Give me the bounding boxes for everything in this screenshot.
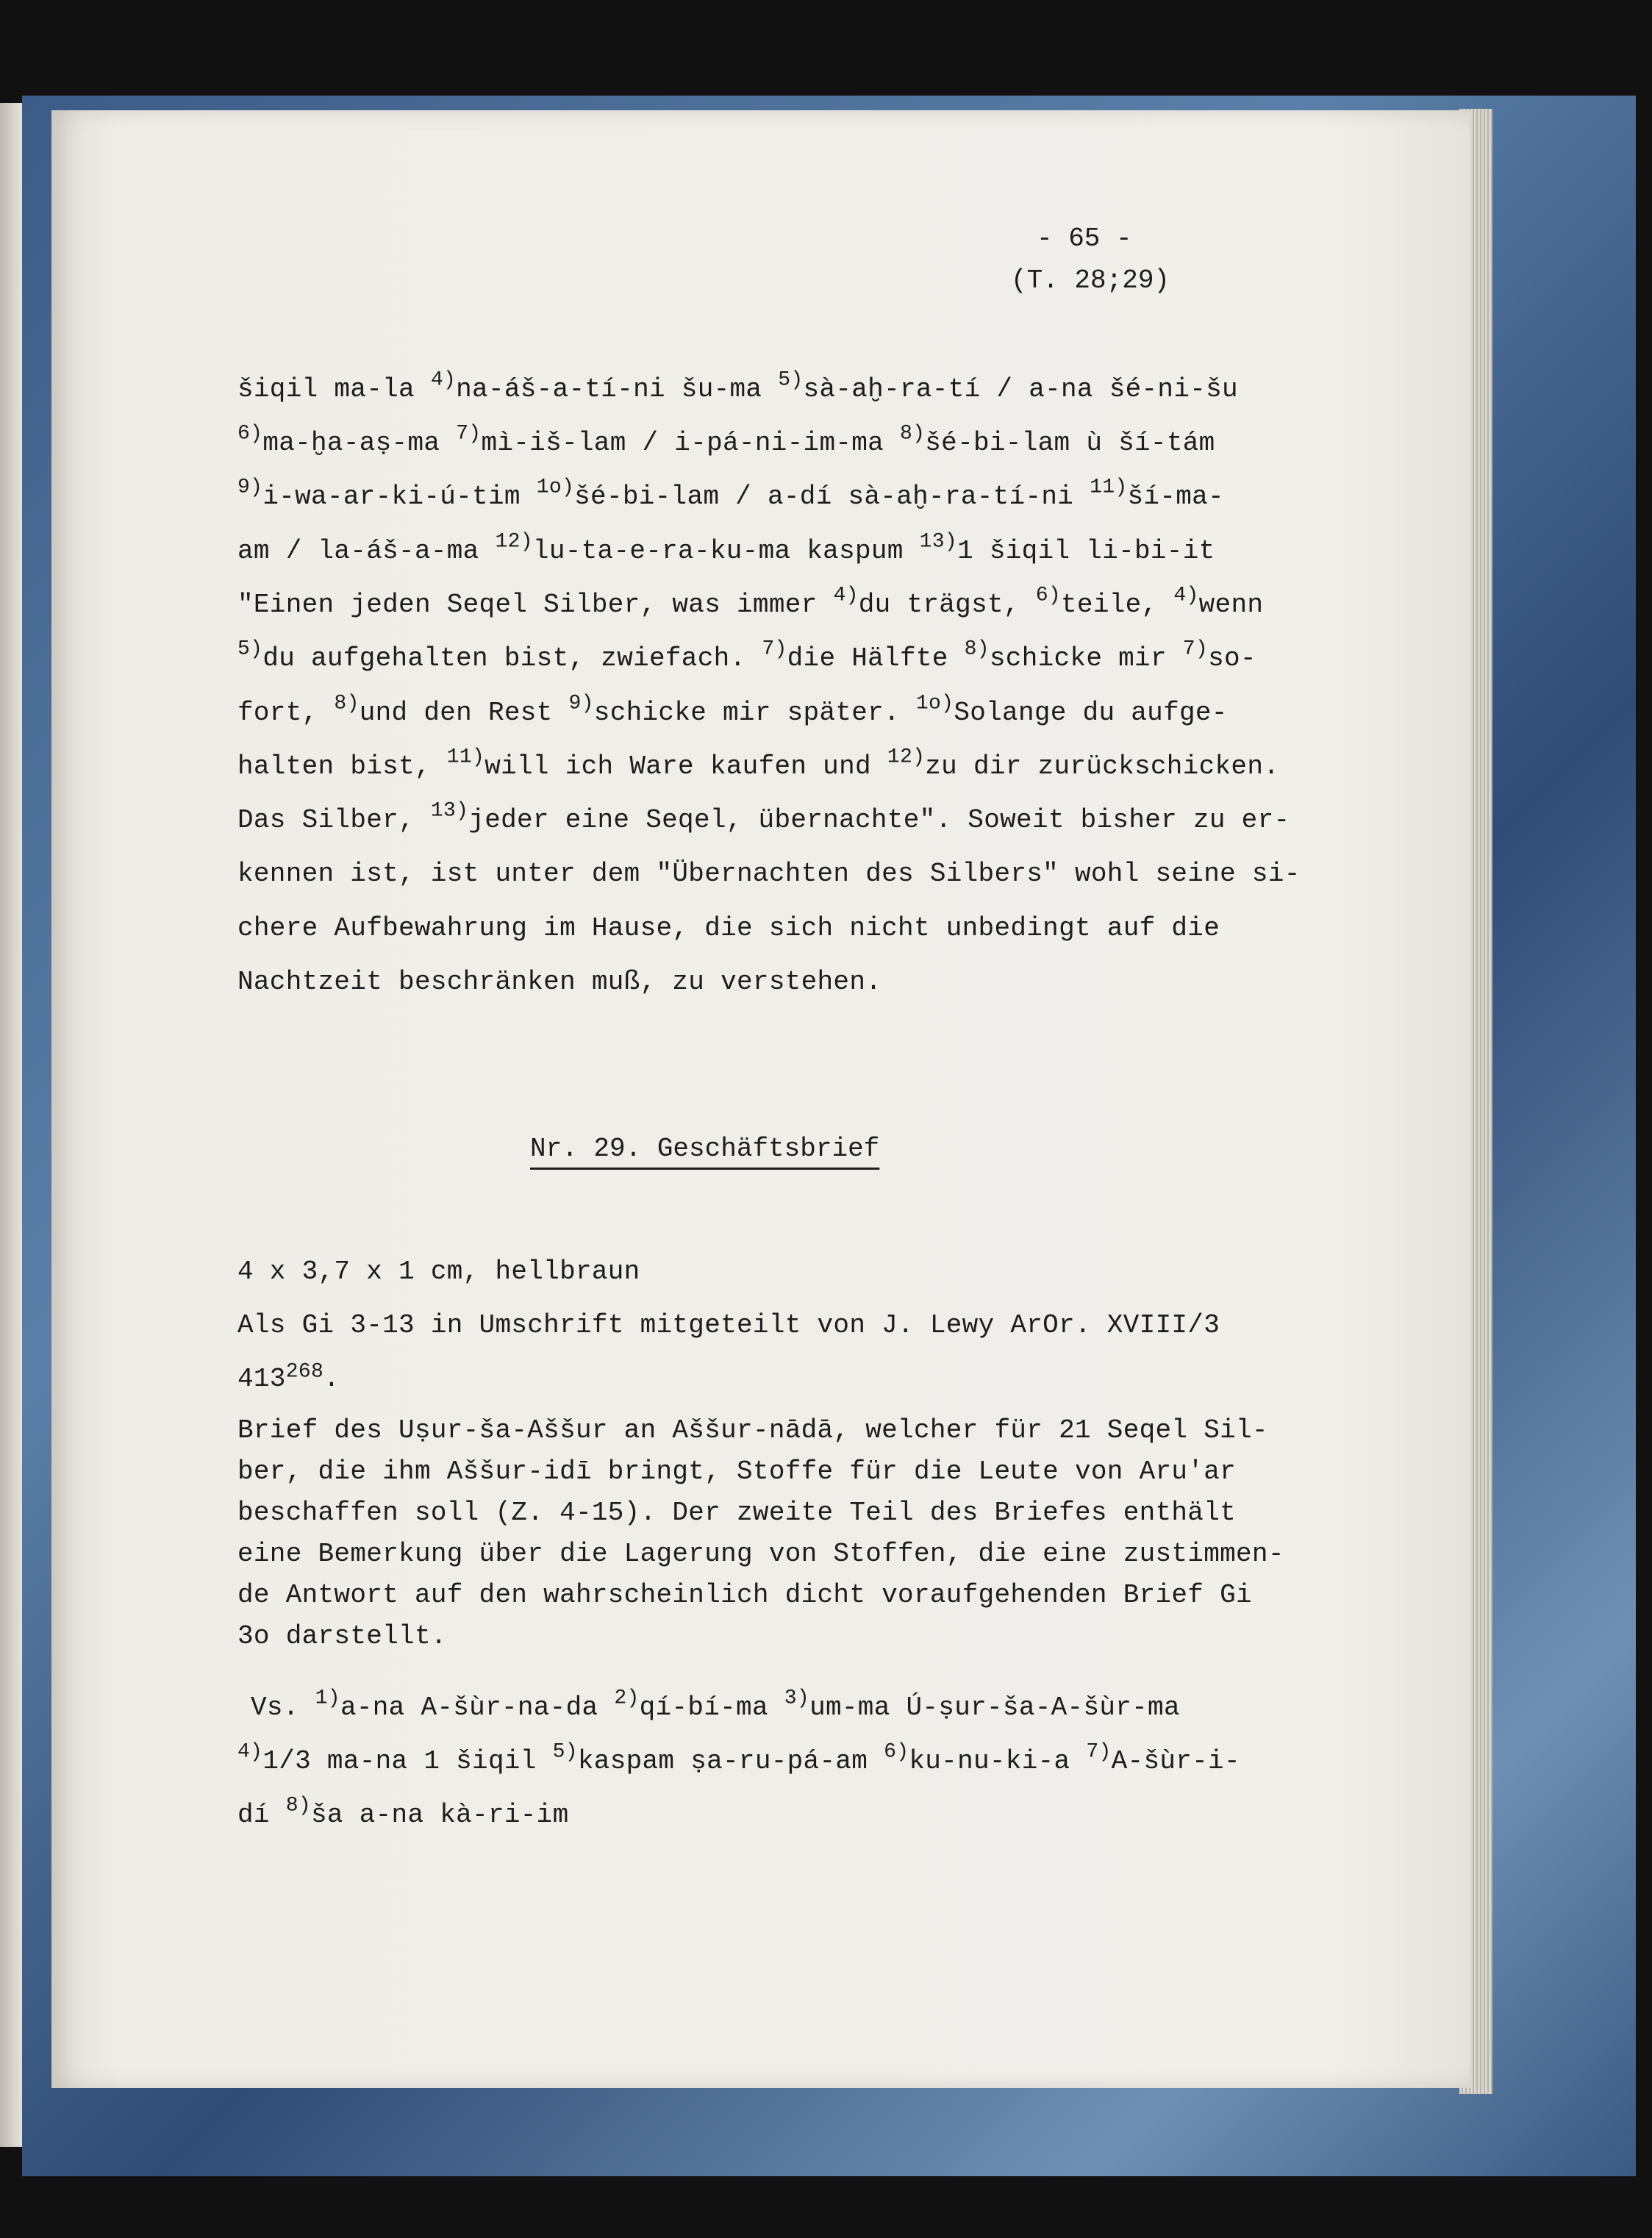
footnote-marker: 1o) bbox=[536, 476, 575, 499]
description-line: eine Bemerkung über die Lagerung von Stoffen, die eine zustimmen- bbox=[237, 1539, 1284, 1569]
footnote-marker: 12) bbox=[887, 746, 926, 769]
line-number: 6) bbox=[884, 1740, 909, 1764]
description-line: 3o darstellt. bbox=[237, 1621, 447, 1651]
line-number: 5) bbox=[552, 1740, 578, 1764]
text-line: halten bist, $^{11)}$will ich Ware kaufen und $^{12)}$zu dir zurückschicken. bbox=[237, 746, 1280, 782]
text-line: $^{9)}$i-wa-ar-ki-ú-tim $^{1o)}$šé-bi-lam / a-dí sà-aḫ-ra-tí-ni $^{11)}$ší-ma- bbox=[237, 476, 1224, 512]
footnote-marker: 13) bbox=[919, 530, 958, 554]
transliteration-line: dí $^{8)}$ša a-na kà-ri-im bbox=[237, 1794, 569, 1830]
text-line: Das Silber, $^{13)}$jeder eine Seqel, übernachte". Soweit bisher zu er- bbox=[237, 799, 1290, 835]
document-page bbox=[51, 110, 1470, 2088]
publication-line: Als Gi 3-13 in Umschrift mitgeteilt von J. Lewy ArOr. XVIII/3 bbox=[237, 1310, 1220, 1340]
footnote-marker: 6) bbox=[237, 422, 263, 446]
line-number: 3) bbox=[784, 1687, 810, 1710]
line-number: 8) bbox=[285, 1794, 312, 1817]
footnote-marker: 7) bbox=[762, 637, 787, 661]
footnote-marker: 8) bbox=[334, 692, 360, 715]
transliteration-line: $^{4)}$1/3 ma-na 1 šiqil $^{5)}$kaspam ṣa-ru-pá-am $^{6)}$ku-nu-ki-a $^{7)}$A-šùr-i- bbox=[237, 1740, 1240, 1776]
footnote-marker: 1o) bbox=[915, 692, 954, 715]
transliteration-line: Vs. $^{1)}$a-na A-šùr-na-da $^{2)}$qí-bí-ma $^{3)}$um-ma Ú-ṣur-ša-A-šùr-ma bbox=[251, 1687, 1180, 1723]
footnote-marker: 4) bbox=[430, 368, 457, 392]
line-number: 7) bbox=[1086, 1740, 1112, 1764]
text-line: kennen ist, ist unter dem "Übernachten des Silbers" wohl seine si- bbox=[237, 859, 1301, 889]
page-number: - 65 - bbox=[1037, 224, 1132, 254]
text-line: "Einen jeden Seqel Silber, was immer $^{4)}$du trägst, $^{6)}$teile, $^{4)}$wenn bbox=[237, 584, 1264, 620]
footnote-marker: 4) bbox=[833, 584, 859, 607]
footnote-marker: 6) bbox=[1035, 584, 1062, 607]
line-number: 2) bbox=[614, 1687, 640, 1710]
text-line: am / la-áš-a-ma $^{12)}$lu-ta-e-ra-ku-ma kaspum $^{13)}$1 šiqil li-bi-it bbox=[237, 530, 1215, 566]
footnote-marker: 12) bbox=[495, 530, 533, 554]
footnote-marker: 9) bbox=[237, 476, 263, 499]
text-line: šiqil ma-la $^{4)}$na-áš-a-tí-ni šu-ma $^{5)}$sà-aḫ-ra-tí / a-na šé-ni-šu bbox=[237, 368, 1238, 404]
footnote-marker: 7) bbox=[456, 422, 482, 446]
footnote-marker: 11) bbox=[1090, 476, 1128, 499]
text-line: $^{5)}$du aufgehalten bist, zwiefach. $^{7)}$die Hälfte $^{8)}$schicke mir $^{7)}$so- bbox=[237, 637, 1256, 673]
object-dimensions: 4 x 3,7 x 1 cm, hellbraun bbox=[237, 1256, 640, 1287]
footnote-marker: 8) bbox=[964, 637, 990, 661]
footnote-marker: 11) bbox=[446, 746, 485, 769]
table-reference: (T. 28;29) bbox=[1011, 265, 1170, 296]
footnote-marker: 7) bbox=[1182, 637, 1209, 661]
description-line: Brief des Uṣur-ša-Aššur an Aššur-nādā, welcher für 21 Seqel Sil- bbox=[237, 1415, 1268, 1445]
publication-line: $413^{268}$. bbox=[237, 1360, 340, 1394]
footnote-marker: 13) bbox=[430, 799, 469, 823]
description-line: ber, die ihm Aššur-idī bringt, Stoffe für die Leute von Aru'ar bbox=[237, 1456, 1237, 1487]
footnote-marker: 8) bbox=[899, 422, 926, 446]
text-line: chere Aufbewahrung im Hause, die sich nicht unbedingt auf die bbox=[237, 913, 1220, 943]
text-line: Nachtzeit beschränken muß, zu verstehen. bbox=[237, 967, 882, 997]
footnote-marker: 9) bbox=[568, 692, 594, 715]
line-number: 1) bbox=[315, 1687, 340, 1710]
description-line: beschaffen soll (Z. 4-15). Der zweite Teil des Briefes enthält bbox=[237, 1498, 1237, 1528]
facing-page-edge bbox=[0, 103, 22, 2147]
line-number: 4) bbox=[237, 1740, 263, 1764]
text-line: $^{6)}$ma-ḫa-aṣ-ma $^{7)}$mì-iš-lam / i-pá-ni-im-ma $^{8)}$šé-bi-lam ù ší-tám bbox=[237, 422, 1215, 458]
footnote-marker: 4) bbox=[1173, 584, 1199, 607]
text-line: fort, $^{8)}$und den Rest $^{9)}$schicke mir später. $^{1o)}$Solange du aufge- bbox=[237, 692, 1228, 728]
section-title: Nr. 29. Geschäftsbrief bbox=[530, 1134, 880, 1164]
footnote-ref: 268 bbox=[285, 1360, 324, 1384]
description-line: de Antwort auf den wahrscheinlich dicht voraufgehenden Brief Gi bbox=[237, 1580, 1252, 1610]
footnote-marker: 5) bbox=[778, 368, 804, 392]
footnote-marker: 5) bbox=[237, 637, 263, 661]
